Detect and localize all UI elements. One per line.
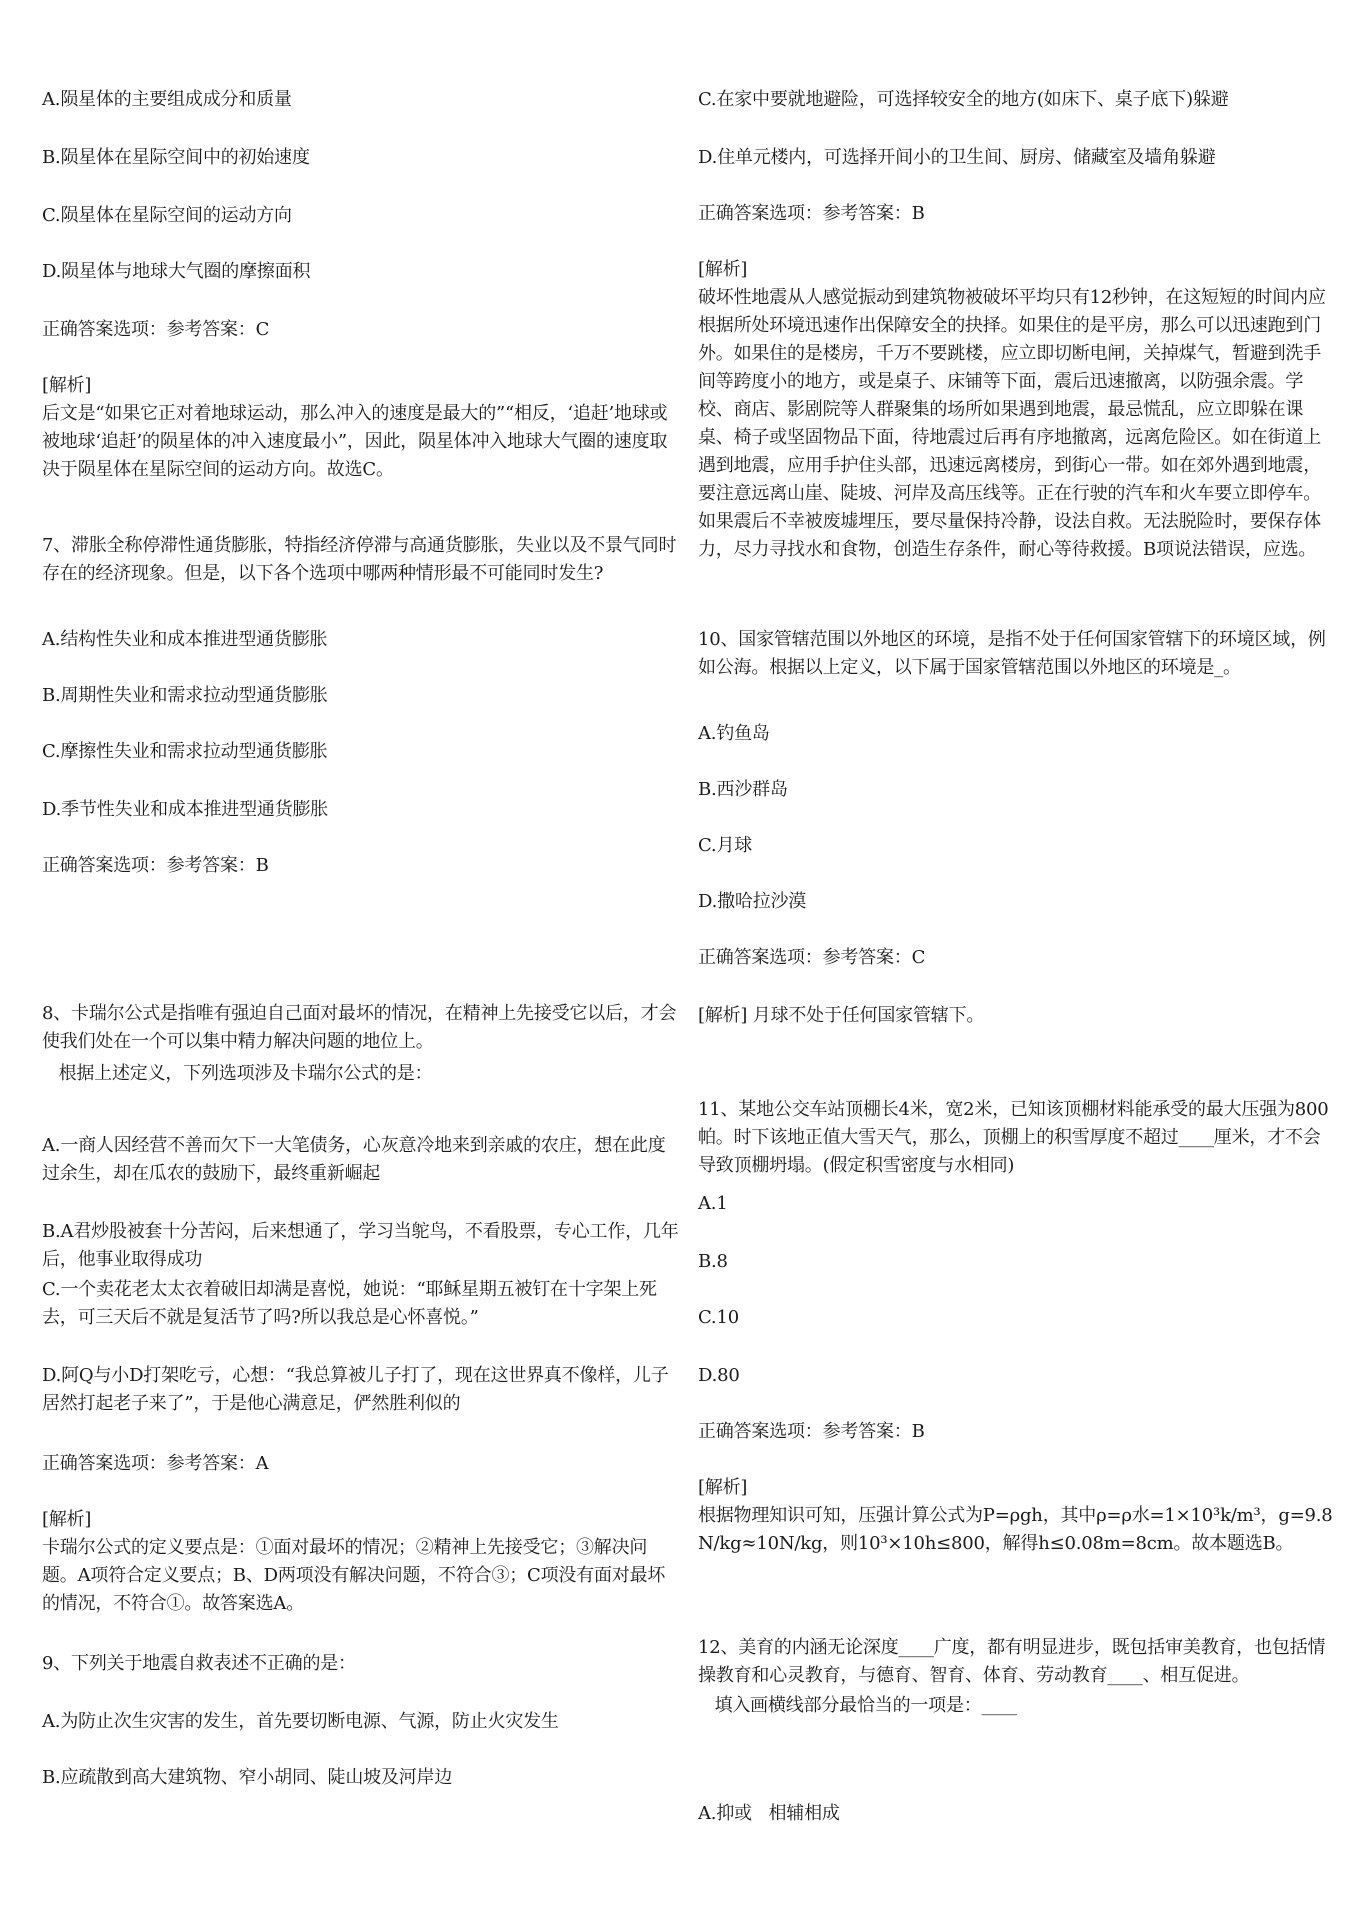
- q10-analysis: [解析] 月球不处于任何国家管辖下。: [698, 1005, 985, 1026]
- q9-option-c: C.在家中要就地避险，可选择较安全的地方(如床下、桌子底下)躲避: [698, 89, 1229, 110]
- q6-analysis-label: [解析]: [42, 375, 92, 396]
- q11-option-b: B.8: [698, 1251, 728, 1272]
- q8-option-c: C.一个卖花老太太衣着破旧却满是喜悦，她说：“耶稣星期五被钉在十字架上死去，可三天后不就是复活节了吗?所以我总是心怀喜悦。”: [42, 1279, 657, 1328]
- q11-option-d: D.80: [698, 1365, 740, 1386]
- q11-option-c: C.10: [698, 1307, 739, 1328]
- q8-option-a: A.一商人因经营不善而欠下一大笔债务，心灰意冷地来到亲戚的农庄，想在此度过余生，却在瓜农的鼓励下，最终重新崛起: [42, 1135, 666, 1184]
- q8-analysis-text: 卡瑞尔公式的定义要点是：①面对最坏的情况；②精神上先接受它；③解决问题。A项符合定义要点；B、D两项没有解决问题，不符合③；C项没有面对最坏的情况，不符合①。故答案选A。: [42, 1537, 666, 1614]
- q10-option-d: D.撒哈拉沙漠: [698, 891, 807, 912]
- q10-answer: 正确答案选项：参考答案：C: [698, 947, 926, 968]
- q8-answer: 正确答案选项：参考答案：A: [42, 1453, 269, 1474]
- q12-stem: 12、美育的内涵无论深度____广度，都有明显进步，既包括审美教育，也包括情操教育和心灵教育，与德育、智育、体育、劳动教育____、相互促进。: [698, 1637, 1326, 1686]
- q8-prompt: 根据上述定义，下列选项涉及卡瑞尔公式的是：: [42, 1063, 433, 1084]
- q10-stem: 10、国家管辖范围以外地区的环境，是指不处于任何国家管辖下的环境区域，例如公海。根据以上定义，以下属于国家管辖范围以外地区的环境是_。: [698, 629, 1326, 678]
- q10-option-c: C.月球: [698, 835, 753, 856]
- q8-analysis-label: [解析]: [42, 1509, 92, 1530]
- q8-stem: 8、卡瑞尔公式是指唯有强迫自己面对最坏的情况，在精神上先接受它以后，才会使我们处在一个可以集中精力解决问题的地位上。: [42, 1003, 677, 1052]
- q11-analysis-label: [解析]: [698, 1477, 748, 1498]
- q11-stem: 11、某地公交车站顶棚长4米，宽2米，已知该顶棚材料能承受的最大压强为800帕。时下该地正值大雪天气，那么，顶棚上的积雪厚度不超过____厘米，才不会导致顶棚坍塌。(假定积雪密度与水相同): [698, 1099, 1329, 1176]
- q6-analysis-text: 后文是“如果它正对着地球运动，那么冲入的速度是最大的”“相反，‘追赶’地球或被地球‘追赶’的陨星体的冲入速度最小”，因此，陨星体冲入地球大气圈的速度取决于陨星体在星际空间的运动方向。故选C。: [42, 403, 668, 480]
- q9-option-a: A.为防止次生灾害的发生，首先要切断电源、气源，防止火灾发生: [42, 1711, 559, 1732]
- q9-answer: 正确答案选项：参考答案：B: [698, 203, 925, 224]
- q7-answer: 正确答案选项：参考答案：B: [42, 855, 269, 876]
- q9-analysis-label: [解析]: [698, 259, 748, 280]
- q9-option-d: D.住单元楼内，可选择开间小的卫生间、厨房、储藏室及墙角躲避: [698, 147, 1216, 168]
- q9-stem: 9、下列关于地震自救表述不正确的是：: [42, 1653, 356, 1674]
- q6-option-a: A.陨星体的主要组成成分和质量: [42, 89, 292, 110]
- q6-option-d: D.陨星体与地球大气圈的摩擦面积: [42, 261, 311, 282]
- q7-option-a: A.结构性失业和成本推进型通货膨胀: [42, 629, 328, 650]
- q11-option-a: A.1: [698, 1193, 728, 1214]
- q7-option-b: B.周期性失业和需求拉动型通货膨胀: [42, 685, 328, 706]
- q10-option-b: B.西沙群岛: [698, 779, 788, 800]
- q6-option-b: B.陨星体在星际空间中的初始速度: [42, 147, 310, 168]
- q12-option-a: A.抑或 相辅相成: [698, 1803, 840, 1824]
- q11-analysis-text: 根据物理知识可知，压强计算公式为P=ρgh，其中ρ=ρ水=1×10³k/m³，g=9.8N/kg≈10N/kg，则10³×10h≤800，解得h≤0.08m=8cm。故本题选B。: [698, 1505, 1333, 1554]
- q7-stem: 7、滞胀全称停滞性通货膨胀，特指经济停滞与高通货膨胀，失业以及不景气同时存在的经济现象。但是，以下各个选项中哪两种情形最不可能同时发生?: [42, 535, 677, 584]
- q6-option-c: C.陨星体在星际空间的运动方向: [42, 205, 292, 226]
- q9-analysis-text: 破坏性地震从人感觉振动到建筑物被破坏平均只有12秒钟，在这短短的时间内应根据所处环境迅速作出保障安全的抉择。如果住的是平房，那么可以迅速跑到门外。如果住的是楼房，千万不要跳楼，应立即切断电闸，关掉煤气，暂避到洗手间等跨度小的地方，或是桌子、床铺等下面，震后迅速撤离，以防强余震。学校、商店、影剧院等人群聚集的场所如果遇到地震，最忌慌乱，应立即躲在课桌、椅子或坚固物品下面，待地震过后再有序地撤离，远离危险区。如在街道上遇到地震，应用手护住头部，迅速远离楼房，到街心一带。如在郊外遇到地震，要注意远离山崖、陡坡、河岸及高压线等。正在行驶的汽车和火车要立即停车。如果震后不幸被废墟埋压，要尽量保持冷静，设法自救。无法脱险时，要保存体力，尽力寻找水和食物，创造生存条件，耐心等待救援。B项说法错误，应选。: [698, 287, 1326, 560]
- q7-option-d: D.季节性失业和成本推进型通货膨胀: [42, 799, 329, 820]
- q6-answer: 正确答案选项：参考答案：C: [42, 319, 270, 340]
- q10-option-a: A.钓鱼岛: [698, 723, 770, 744]
- q12-prompt: 填入画横线部分最恰当的一项是：____: [698, 1695, 1017, 1716]
- q8-option-d: D.阿Q与小D打架吃亏，心想：“我总算被儿子打了，现在这世界真不像样，儿子居然打起老子来了”，于是他心满意足，俨然胜利似的: [42, 1365, 669, 1414]
- q11-answer: 正确答案选项：参考答案：B: [698, 1421, 925, 1442]
- q7-option-c: C.摩擦性失业和需求拉动型通货膨胀: [42, 741, 328, 762]
- q8-option-b: B.A君炒股被套十分苦闷，后来想通了，学习当鸵鸟，不看股票，专心工作，几年后，他事业取得成功: [42, 1221, 679, 1270]
- q9-option-b: B.应疏散到高大建筑物、窄小胡同、陡山坡及河岸边: [42, 1767, 453, 1788]
